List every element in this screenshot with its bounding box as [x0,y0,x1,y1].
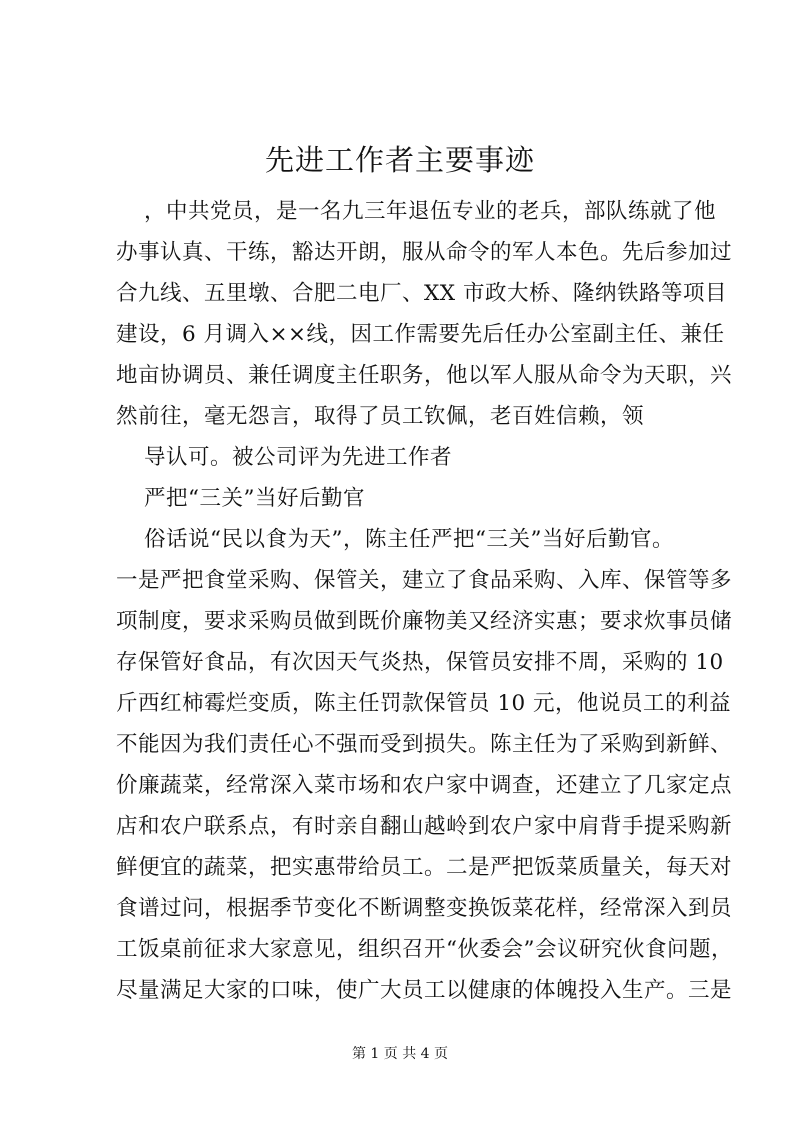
paragraph-line: 价廉蔬菜，经常深入菜市场和农户家中调查，还建立了几家定点 [116,773,733,798]
paragraph-line: 存保管好食品，有次因天气炎热，保管员安排不周，采购的 10 [116,650,724,675]
paragraph-line: 食谱过问，根据季节变化不断调整变换饭菜花样，经常深入到员 [116,896,733,921]
paragraph-line: 导认可。被公司评为先进工作者 [144,445,453,470]
paragraph-line: 合九线、五里墩、合肥二电厂、XX 市政大桥、隆纳铁路等项目 [116,281,727,306]
paragraph-line: 然前往，毫无怨言，取得了员工钦佩，老百姓信赖，领 [116,404,645,429]
paragraph-line: 地亩协调员、兼任调度主任职务，他以军人服从命令为天职，兴 [116,363,733,388]
paragraph-line: 俗话说“民以食为天”，陈主任严把“三关”当好后勤官。 [144,527,674,552]
paragraph-line: 鲜便宜的蔬菜，把实惠带给员工。二是严把饭菜质量关，每天对 [116,855,733,880]
paragraph-line: 尽量满足大家的口味，使广大员工以健康的体魄投入生产。三是 [116,978,733,1003]
page-footer: 第 1 页 共 4 页 [351,1046,449,1062]
paragraph-line: 斤西红柿霉烂变质，陈主任罚款保管员 10 元，他说员工的利益 [116,691,732,716]
paragraph-line: ，中共党员，是一名九三年退伍专业的老兵，部队练就了他 [144,199,717,224]
paragraph-line: 一是严把食堂采购、保管关，建立了食品采购、入库、保管等多 [116,568,733,593]
paragraph-line: 项制度，要求采购员做到既价廉物美又经济实惠；要求炊事员储 [116,609,733,634]
page-title: 先进工作者主要事迹 [264,143,535,177]
paragraph-line: 建设，6 月调入××线，因工作需要先后任办公室副主任、兼任 [116,322,725,347]
paragraph-line: 工饭桌前征求大家意见，组织召开“伙委会”会议研究伙食问题， [116,937,733,962]
paragraph-line: 店和农户联系点，有时亲自翻山越岭到农户家中肩背手提采购新 [116,814,733,839]
section-heading: 严把“三关”当好后勤官 [144,486,365,511]
paragraph-line: 办事认真、干练，豁达开朗，服从命令的军人本色。先后参加过 [116,240,733,265]
paragraph-line: 不能因为我们责任心不强而受到损失。陈主任为了采购到新鲜、 [116,732,733,757]
